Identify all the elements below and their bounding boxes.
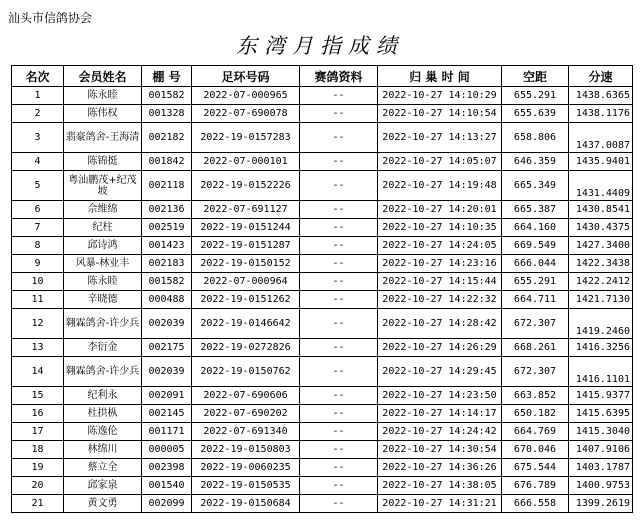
- cell-speed: 1422.3438: [569, 255, 633, 273]
- cell-rank: 20: [12, 477, 64, 495]
- table-row: [12, 171, 633, 201]
- cell-name: 佘维绵: [64, 201, 142, 219]
- column-header: 赛鸽资料: [300, 66, 378, 87]
- cell-time: 2022-10-27 14:31:21: [378, 495, 502, 513]
- cell-distance: 666.044: [502, 255, 569, 273]
- column-header: 空距: [502, 66, 569, 87]
- cell-name: 风暴-林业丰: [64, 255, 142, 273]
- cell-speed: 1399.2619: [569, 495, 633, 513]
- cell-info: --: [300, 237, 378, 255]
- column-header: 会员姓名: [64, 66, 142, 87]
- cell-time: 2022-10-27 14:14:17: [378, 405, 502, 423]
- cell-ring: 2022-19-0146642: [192, 309, 300, 339]
- cell-info: --: [300, 105, 378, 123]
- column-header: 棚 号: [142, 66, 192, 87]
- cell-loft: 002145: [142, 405, 192, 423]
- cell-loft: 001423: [142, 237, 192, 255]
- cell-info: --: [300, 87, 378, 105]
- cell-loft: 002091: [142, 387, 192, 405]
- cell-speed: 1415.9377: [569, 387, 633, 405]
- cell-time: 2022-10-27 14:05:07: [378, 153, 502, 171]
- cell-loft: 000005: [142, 441, 192, 459]
- cell-distance: 675.544: [502, 459, 569, 477]
- column-header: 归 巢 时 间: [378, 66, 502, 87]
- table-row: [12, 423, 633, 441]
- cell-time: 2022-10-27 14:10:35: [378, 219, 502, 237]
- cell-name: 陈逸伦: [64, 423, 142, 441]
- cell-name: 陈伟权: [64, 105, 142, 123]
- cell-time: 2022-10-27 14:36:26: [378, 459, 502, 477]
- cell-ring: 2022-19-0150535: [192, 477, 300, 495]
- cell-info: --: [300, 357, 378, 387]
- cell-loft: 002099: [142, 495, 192, 513]
- cell-loft: 001582: [142, 87, 192, 105]
- cell-speed: 1421.7130: [569, 291, 633, 309]
- cell-distance: 668.261: [502, 339, 569, 357]
- table-row: [12, 357, 633, 387]
- cell-loft: 002519: [142, 219, 192, 237]
- cell-time: 2022-10-27 14:10:29: [378, 87, 502, 105]
- table-row: [12, 405, 633, 423]
- cell-info: --: [300, 255, 378, 273]
- cell-distance: 666.558: [502, 495, 569, 513]
- cell-time: 2022-10-27 14:23:16: [378, 255, 502, 273]
- cell-loft: 001540: [142, 477, 192, 495]
- cell-name: 翱霖鸽舍-许少兵: [64, 357, 142, 387]
- cell-time: 2022-10-27 14:29:45: [378, 357, 502, 387]
- cell-name: 邱诗鸿: [64, 237, 142, 255]
- table-row: [12, 123, 633, 153]
- cell-rank: 17: [12, 423, 64, 441]
- cell-loft: 002136: [142, 201, 192, 219]
- cell-loft: 000488: [142, 291, 192, 309]
- results-table: [11, 65, 633, 513]
- table-row: [12, 459, 633, 477]
- cell-time: 2022-10-27 14:26:29: [378, 339, 502, 357]
- cell-info: --: [300, 309, 378, 339]
- cell-time: 2022-10-27 14:13:27: [378, 123, 502, 153]
- cell-loft: 001842: [142, 153, 192, 171]
- cell-distance: 655.291: [502, 273, 569, 291]
- cell-speed: 1438.6365: [569, 87, 633, 105]
- cell-ring: 2022-19-0151262: [192, 291, 300, 309]
- cell-name: 辛晓德: [64, 291, 142, 309]
- cell-info: --: [300, 291, 378, 309]
- cell-time: 2022-10-27 14:28:42: [378, 309, 502, 339]
- organization-name: 汕头市信鸽协会: [8, 11, 93, 25]
- table-row: [12, 87, 633, 105]
- table-header-row: [12, 66, 633, 87]
- cell-loft: 002039: [142, 309, 192, 339]
- cell-time: 2022-10-27 14:30:54: [378, 441, 502, 459]
- cell-distance: 672.307: [502, 357, 569, 387]
- cell-distance: 655.291: [502, 87, 569, 105]
- cell-time: 2022-10-27 14:38:05: [378, 477, 502, 495]
- cell-info: --: [300, 477, 378, 495]
- cell-distance: 663.852: [502, 387, 569, 405]
- cell-distance: 672.307: [502, 309, 569, 339]
- cell-ring: 2022-07-000101: [192, 153, 300, 171]
- cell-rank: 15: [12, 387, 64, 405]
- cell-speed: 1416.1101: [569, 357, 633, 387]
- cell-distance: 650.182: [502, 405, 569, 423]
- cell-rank: 2: [12, 105, 64, 123]
- table-row: [12, 387, 633, 405]
- table-row: [12, 339, 633, 357]
- cell-ring: 2022-07-690078: [192, 105, 300, 123]
- cell-time: 2022-10-27 14:15:44: [378, 273, 502, 291]
- cell-distance: 664.711: [502, 291, 569, 309]
- document-title: 东湾月指成绩: [236, 34, 404, 58]
- table-row: [12, 291, 633, 309]
- cell-ring: 2022-07-000965: [192, 87, 300, 105]
- cell-distance: 664.769: [502, 423, 569, 441]
- cell-info: --: [300, 219, 378, 237]
- cell-speed: 1400.9753: [569, 477, 633, 495]
- table-row: [12, 255, 633, 273]
- cell-loft: 002398: [142, 459, 192, 477]
- cell-ring: 2022-19-0150803: [192, 441, 300, 459]
- cell-ring: 2022-19-0152226: [192, 171, 300, 201]
- cell-rank: 8: [12, 237, 64, 255]
- cell-name: 陈永睦: [64, 87, 142, 105]
- cell-rank: 13: [12, 339, 64, 357]
- cell-speed: 1419.2460: [569, 309, 633, 339]
- cell-ring: 2022-19-0060235: [192, 459, 300, 477]
- cell-name: 黄文勇: [64, 495, 142, 513]
- cell-ring: 2022-07-000964: [192, 273, 300, 291]
- cell-speed: 1438.1176: [569, 105, 633, 123]
- table-row: [12, 105, 633, 123]
- cell-ring: 2022-19-0272826: [192, 339, 300, 357]
- cell-time: 2022-10-27 14:24:05: [378, 237, 502, 255]
- cell-ring: 2022-07-690606: [192, 387, 300, 405]
- cell-time: 2022-10-27 14:22:32: [378, 291, 502, 309]
- cell-name: 陈锦挺: [64, 153, 142, 171]
- cell-speed: 1415.6395: [569, 405, 633, 423]
- column-header: 足环号码: [192, 66, 300, 87]
- cell-info: --: [300, 405, 378, 423]
- cell-distance: 676.789: [502, 477, 569, 495]
- cell-ring: 2022-07-691340: [192, 423, 300, 441]
- cell-speed: 1431.4409: [569, 171, 633, 201]
- cell-distance: 658.806: [502, 123, 569, 153]
- cell-ring: 2022-19-0157283: [192, 123, 300, 153]
- cell-loft: 001328: [142, 105, 192, 123]
- table-row: [12, 201, 633, 219]
- cell-rank: 12: [12, 309, 64, 339]
- cell-rank: 14: [12, 357, 64, 387]
- cell-name: 陈永睦: [64, 273, 142, 291]
- cell-rank: 7: [12, 219, 64, 237]
- cell-name: 翡豪鸽舍-王海清: [64, 123, 142, 153]
- cell-loft: 002183: [142, 255, 192, 273]
- column-header: 名次: [12, 66, 64, 87]
- cell-info: --: [300, 273, 378, 291]
- cell-distance: 665.349: [502, 171, 569, 201]
- cell-speed: 1437.0087: [569, 123, 633, 153]
- cell-speed: 1416.3256: [569, 339, 633, 357]
- cell-name: 纪利永: [64, 387, 142, 405]
- cell-name: 邱家泉: [64, 477, 142, 495]
- cell-time: 2022-10-27 14:19:48: [378, 171, 502, 201]
- cell-rank: 9: [12, 255, 64, 273]
- cell-ring: 2022-19-0150152: [192, 255, 300, 273]
- cell-ring: 2022-19-0151287: [192, 237, 300, 255]
- table-row: [12, 273, 633, 291]
- cell-distance: 646.359: [502, 153, 569, 171]
- cell-time: 2022-10-27 14:10:54: [378, 105, 502, 123]
- cell-loft: 001171: [142, 423, 192, 441]
- cell-rank: 11: [12, 291, 64, 309]
- cell-rank: 21: [12, 495, 64, 513]
- cell-ring: 2022-19-0150684: [192, 495, 300, 513]
- cell-ring: 2022-07-691127: [192, 201, 300, 219]
- cell-info: --: [300, 201, 378, 219]
- cell-rank: 19: [12, 459, 64, 477]
- cell-name: 粤汕鹏茂+纪茂坡: [64, 171, 142, 201]
- table-row: [12, 219, 633, 237]
- cell-info: --: [300, 441, 378, 459]
- cell-rank: 10: [12, 273, 64, 291]
- cell-distance: 669.549: [502, 237, 569, 255]
- table-row: [12, 495, 633, 513]
- cell-distance: 670.046: [502, 441, 569, 459]
- cell-rank: 6: [12, 201, 64, 219]
- cell-speed: 1407.9106: [569, 441, 633, 459]
- cell-loft: 002182: [142, 123, 192, 153]
- cell-speed: 1427.3400: [569, 237, 633, 255]
- cell-info: --: [300, 495, 378, 513]
- cell-distance: 665.387: [502, 201, 569, 219]
- cell-name: 翱霖鸽舍-许少兵: [64, 309, 142, 339]
- cell-rank: 16: [12, 405, 64, 423]
- cell-speed: 1403.1787: [569, 459, 633, 477]
- cell-info: --: [300, 153, 378, 171]
- cell-rank: 3: [12, 123, 64, 153]
- cell-name: 林绵川: [64, 441, 142, 459]
- cell-info: --: [300, 387, 378, 405]
- cell-speed: 1415.3040: [569, 423, 633, 441]
- cell-info: --: [300, 339, 378, 357]
- cell-distance: 664.160: [502, 219, 569, 237]
- cell-rank: 4: [12, 153, 64, 171]
- cell-name: 蔡立全: [64, 459, 142, 477]
- cell-ring: 2022-07-690202: [192, 405, 300, 423]
- cell-rank: 5: [12, 171, 64, 201]
- cell-speed: 1430.4375: [569, 219, 633, 237]
- table-row: [12, 441, 633, 459]
- cell-name: 杜拱枞: [64, 405, 142, 423]
- table-row: [12, 153, 633, 171]
- cell-distance: 655.639: [502, 105, 569, 123]
- column-header: 分速: [569, 66, 633, 87]
- cell-speed: 1422.2412: [569, 273, 633, 291]
- cell-time: 2022-10-27 14:20:01: [378, 201, 502, 219]
- cell-speed: 1435.9401: [569, 153, 633, 171]
- cell-info: --: [300, 171, 378, 201]
- cell-info: --: [300, 123, 378, 153]
- cell-name: 纪柱: [64, 219, 142, 237]
- cell-info: --: [300, 459, 378, 477]
- table-row: [12, 237, 633, 255]
- table-row: [12, 309, 633, 339]
- cell-time: 2022-10-27 14:24:42: [378, 423, 502, 441]
- table-row: [12, 477, 633, 495]
- cell-rank: 18: [12, 441, 64, 459]
- cell-speed: 1430.8541: [569, 201, 633, 219]
- cell-loft: 001582: [142, 273, 192, 291]
- cell-name: 李衍金: [64, 339, 142, 357]
- cell-rank: 1: [12, 87, 64, 105]
- cell-ring: 2022-19-0151244: [192, 219, 300, 237]
- cell-loft: 002039: [142, 357, 192, 387]
- cell-loft: 002175: [142, 339, 192, 357]
- cell-loft: 002118: [142, 171, 192, 201]
- cell-ring: 2022-19-0150762: [192, 357, 300, 387]
- cell-info: --: [300, 423, 378, 441]
- cell-time: 2022-10-27 14:23:50: [378, 387, 502, 405]
